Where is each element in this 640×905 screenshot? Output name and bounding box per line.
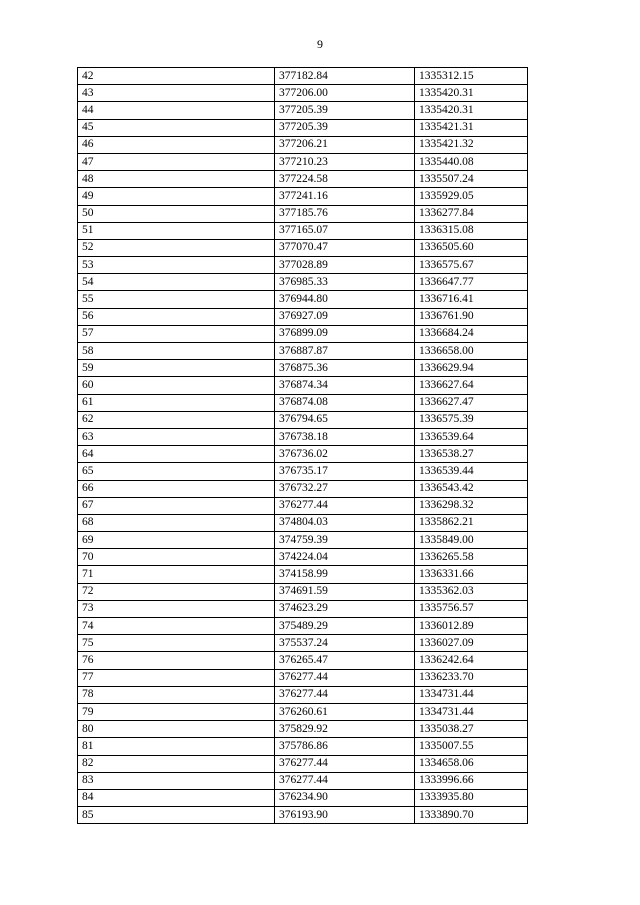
x-coordinate-cell: 376927.09: [275, 308, 415, 325]
point-number-cell: 72: [78, 583, 275, 600]
table-row: [78, 514, 528, 531]
x-coordinate-cell: 375537.24: [275, 635, 415, 652]
point-number-cell: 84: [78, 789, 275, 806]
point-number-cell: 55: [78, 291, 275, 308]
y-coordinate-cell: 1335420.31: [415, 102, 528, 119]
y-coordinate-cell: 1335440.08: [415, 153, 528, 170]
point-number-cell: 80: [78, 721, 275, 738]
table-row: [78, 257, 528, 274]
table-row: [78, 480, 528, 497]
y-coordinate-cell: 1336242.64: [415, 652, 528, 669]
x-coordinate-cell: 375829.92: [275, 721, 415, 738]
x-coordinate-cell: 376277.44: [275, 669, 415, 686]
y-coordinate-cell: 1335007.55: [415, 738, 528, 755]
y-coordinate-cell: 1335862.21: [415, 514, 528, 531]
point-number-cell: 49: [78, 188, 275, 205]
x-coordinate-cell: 377205.39: [275, 102, 415, 119]
y-coordinate-cell: 1336684.24: [415, 325, 528, 342]
point-number-cell: 44: [78, 102, 275, 119]
y-coordinate-cell: 1336539.64: [415, 428, 528, 445]
table-row: [78, 205, 528, 222]
point-number-cell: 77: [78, 669, 275, 686]
point-number-cell: 64: [78, 446, 275, 463]
x-coordinate-cell: 376265.47: [275, 652, 415, 669]
y-coordinate-cell: 1336658.00: [415, 343, 528, 360]
x-coordinate-cell: 377028.89: [275, 257, 415, 274]
x-coordinate-cell: 377182.84: [275, 68, 415, 85]
y-coordinate-cell: 1333996.66: [415, 772, 528, 789]
y-coordinate-cell: 1334658.06: [415, 755, 528, 772]
x-coordinate-cell: 376277.44: [275, 686, 415, 703]
table-row: [78, 360, 528, 377]
y-coordinate-cell: 1335507.24: [415, 171, 528, 188]
point-number-cell: 56: [78, 308, 275, 325]
table-row: [78, 428, 528, 445]
table-row: [78, 325, 528, 342]
x-coordinate-cell: 376234.90: [275, 789, 415, 806]
x-coordinate-cell: 376277.44: [275, 772, 415, 789]
table-row: [78, 669, 528, 686]
table-row: [78, 738, 528, 755]
y-coordinate-cell: 1336277.84: [415, 205, 528, 222]
table-row: [78, 652, 528, 669]
table-row: [78, 85, 528, 102]
x-coordinate-cell: 376260.61: [275, 703, 415, 720]
point-number-cell: 61: [78, 394, 275, 411]
table-row: [78, 703, 528, 720]
y-coordinate-cell: 1336539.44: [415, 463, 528, 480]
x-coordinate-cell: 377224.58: [275, 171, 415, 188]
table-row: [78, 188, 528, 205]
point-number-cell: 68: [78, 514, 275, 531]
table-row: [78, 721, 528, 738]
y-coordinate-cell: 1335421.32: [415, 136, 528, 153]
point-number-cell: 70: [78, 549, 275, 566]
table-row: [78, 618, 528, 635]
y-coordinate-cell: 1335756.57: [415, 600, 528, 617]
point-number-cell: 43: [78, 85, 275, 102]
y-coordinate-cell: 1336647.77: [415, 274, 528, 291]
point-number-cell: 57: [78, 325, 275, 342]
point-number-cell: 75: [78, 635, 275, 652]
point-number-cell: 78: [78, 686, 275, 703]
table-row: [78, 411, 528, 428]
x-coordinate-cell: 376732.27: [275, 480, 415, 497]
x-coordinate-cell: 377205.39: [275, 119, 415, 136]
point-number-cell: 71: [78, 566, 275, 583]
x-coordinate-cell: 376899.09: [275, 325, 415, 342]
y-coordinate-cell: 1334731.44: [415, 686, 528, 703]
y-coordinate-cell: 1336298.32: [415, 497, 528, 514]
x-coordinate-cell: 376874.08: [275, 394, 415, 411]
x-coordinate-cell: 376277.44: [275, 755, 415, 772]
point-number-cell: 59: [78, 360, 275, 377]
y-coordinate-cell: 1336543.42: [415, 480, 528, 497]
y-coordinate-cell: 1336027.09: [415, 635, 528, 652]
y-coordinate-cell: 1335038.27: [415, 721, 528, 738]
x-coordinate-cell: 377165.07: [275, 222, 415, 239]
table-row: [78, 102, 528, 119]
y-coordinate-cell: 1336629.94: [415, 360, 528, 377]
point-number-cell: 73: [78, 600, 275, 617]
y-coordinate-cell: 1336265.58: [415, 549, 528, 566]
point-number-cell: 54: [78, 274, 275, 291]
point-number-cell: 46: [78, 136, 275, 153]
table-row: [78, 239, 528, 256]
y-coordinate-cell: 1336761.90: [415, 308, 528, 325]
y-coordinate-cell: 1336331.66: [415, 566, 528, 583]
point-number-cell: 85: [78, 807, 275, 824]
point-number-cell: 65: [78, 463, 275, 480]
x-coordinate-cell: 375786.86: [275, 738, 415, 755]
x-coordinate-cell: 376887.87: [275, 343, 415, 360]
y-coordinate-cell: 1336627.47: [415, 394, 528, 411]
point-number-cell: 74: [78, 618, 275, 635]
point-number-cell: 53: [78, 257, 275, 274]
y-coordinate-cell: 1333935.80: [415, 789, 528, 806]
table-row: [78, 222, 528, 239]
x-coordinate-cell: 374623.29: [275, 600, 415, 617]
table-row: [78, 635, 528, 652]
table-row: [78, 807, 528, 824]
point-number-cell: 76: [78, 652, 275, 669]
table-row: [78, 549, 528, 566]
table-row: [78, 463, 528, 480]
x-coordinate-cell: 377185.76: [275, 205, 415, 222]
x-coordinate-cell: 377070.47: [275, 239, 415, 256]
point-number-cell: 63: [78, 428, 275, 445]
x-coordinate-cell: 375489.29: [275, 618, 415, 635]
table-row: [78, 136, 528, 153]
table-row: [78, 497, 528, 514]
x-coordinate-cell: 374804.03: [275, 514, 415, 531]
x-coordinate-cell: 374224.04: [275, 549, 415, 566]
point-number-cell: 69: [78, 532, 275, 549]
y-coordinate-cell: 1334731.44: [415, 703, 528, 720]
point-number-cell: 51: [78, 222, 275, 239]
point-number-cell: 81: [78, 738, 275, 755]
y-coordinate-cell: 1336716.41: [415, 291, 528, 308]
y-coordinate-cell: 1336315.08: [415, 222, 528, 239]
y-coordinate-cell: 1336012.89: [415, 618, 528, 635]
table-row: [78, 153, 528, 170]
table-row: [78, 274, 528, 291]
point-number-cell: 47: [78, 153, 275, 170]
table-row: [78, 68, 528, 85]
table-row: [78, 686, 528, 703]
point-number-cell: 42: [78, 68, 275, 85]
point-number-cell: 58: [78, 343, 275, 360]
point-number-cell: 62: [78, 411, 275, 428]
y-coordinate-cell: 1336538.27: [415, 446, 528, 463]
table-row: [78, 446, 528, 463]
table-row: [78, 755, 528, 772]
coordinates-table: [77, 67, 528, 824]
x-coordinate-cell: 376736.02: [275, 446, 415, 463]
table-row: [78, 789, 528, 806]
x-coordinate-cell: 376985.33: [275, 274, 415, 291]
point-number-cell: 60: [78, 377, 275, 394]
y-coordinate-cell: 1335421.31: [415, 119, 528, 136]
table-row: [78, 119, 528, 136]
x-coordinate-cell: 376794.65: [275, 411, 415, 428]
y-coordinate-cell: 1336233.70: [415, 669, 528, 686]
y-coordinate-cell: 1336575.39: [415, 411, 528, 428]
x-coordinate-cell: 377210.23: [275, 153, 415, 170]
y-coordinate-cell: 1335312.15: [415, 68, 528, 85]
x-coordinate-cell: 376944.80: [275, 291, 415, 308]
table-row: [78, 532, 528, 549]
table-row: [78, 171, 528, 188]
x-coordinate-cell: 374691.59: [275, 583, 415, 600]
x-coordinate-cell: 374759.39: [275, 532, 415, 549]
table-row: [78, 583, 528, 600]
point-number-cell: 50: [78, 205, 275, 222]
table-row: [78, 566, 528, 583]
point-number-cell: 79: [78, 703, 275, 720]
y-coordinate-cell: 1336627.64: [415, 377, 528, 394]
x-coordinate-cell: 376874.34: [275, 377, 415, 394]
x-coordinate-cell: 376277.44: [275, 497, 415, 514]
y-coordinate-cell: 1335849.00: [415, 532, 528, 549]
x-coordinate-cell: 376875.36: [275, 360, 415, 377]
x-coordinate-cell: 376193.90: [275, 807, 415, 824]
point-number-cell: 83: [78, 772, 275, 789]
point-number-cell: 52: [78, 239, 275, 256]
table-row: [78, 343, 528, 360]
x-coordinate-cell: 377241.16: [275, 188, 415, 205]
table-row: [78, 291, 528, 308]
table-row: [78, 377, 528, 394]
point-number-cell: 67: [78, 497, 275, 514]
point-number-cell: 66: [78, 480, 275, 497]
coordinates-table-body: [78, 68, 528, 824]
x-coordinate-cell: 376735.17: [275, 463, 415, 480]
y-coordinate-cell: 1335362.03: [415, 583, 528, 600]
y-coordinate-cell: 1336575.67: [415, 257, 528, 274]
x-coordinate-cell: 376738.18: [275, 428, 415, 445]
x-coordinate-cell: 377206.00: [275, 85, 415, 102]
point-number-cell: 45: [78, 119, 275, 136]
y-coordinate-cell: 1335420.31: [415, 85, 528, 102]
table-row: [78, 600, 528, 617]
y-coordinate-cell: 1335929.05: [415, 188, 528, 205]
y-coordinate-cell: 1336505.60: [415, 239, 528, 256]
point-number-cell: 48: [78, 171, 275, 188]
table-row: [78, 308, 528, 325]
table-row: [78, 772, 528, 789]
x-coordinate-cell: 374158.99: [275, 566, 415, 583]
page-number: 9: [317, 37, 323, 51]
table-row: [78, 394, 528, 411]
point-number-cell: 82: [78, 755, 275, 772]
x-coordinate-cell: 377206.21: [275, 136, 415, 153]
y-coordinate-cell: 1333890.70: [415, 807, 528, 824]
